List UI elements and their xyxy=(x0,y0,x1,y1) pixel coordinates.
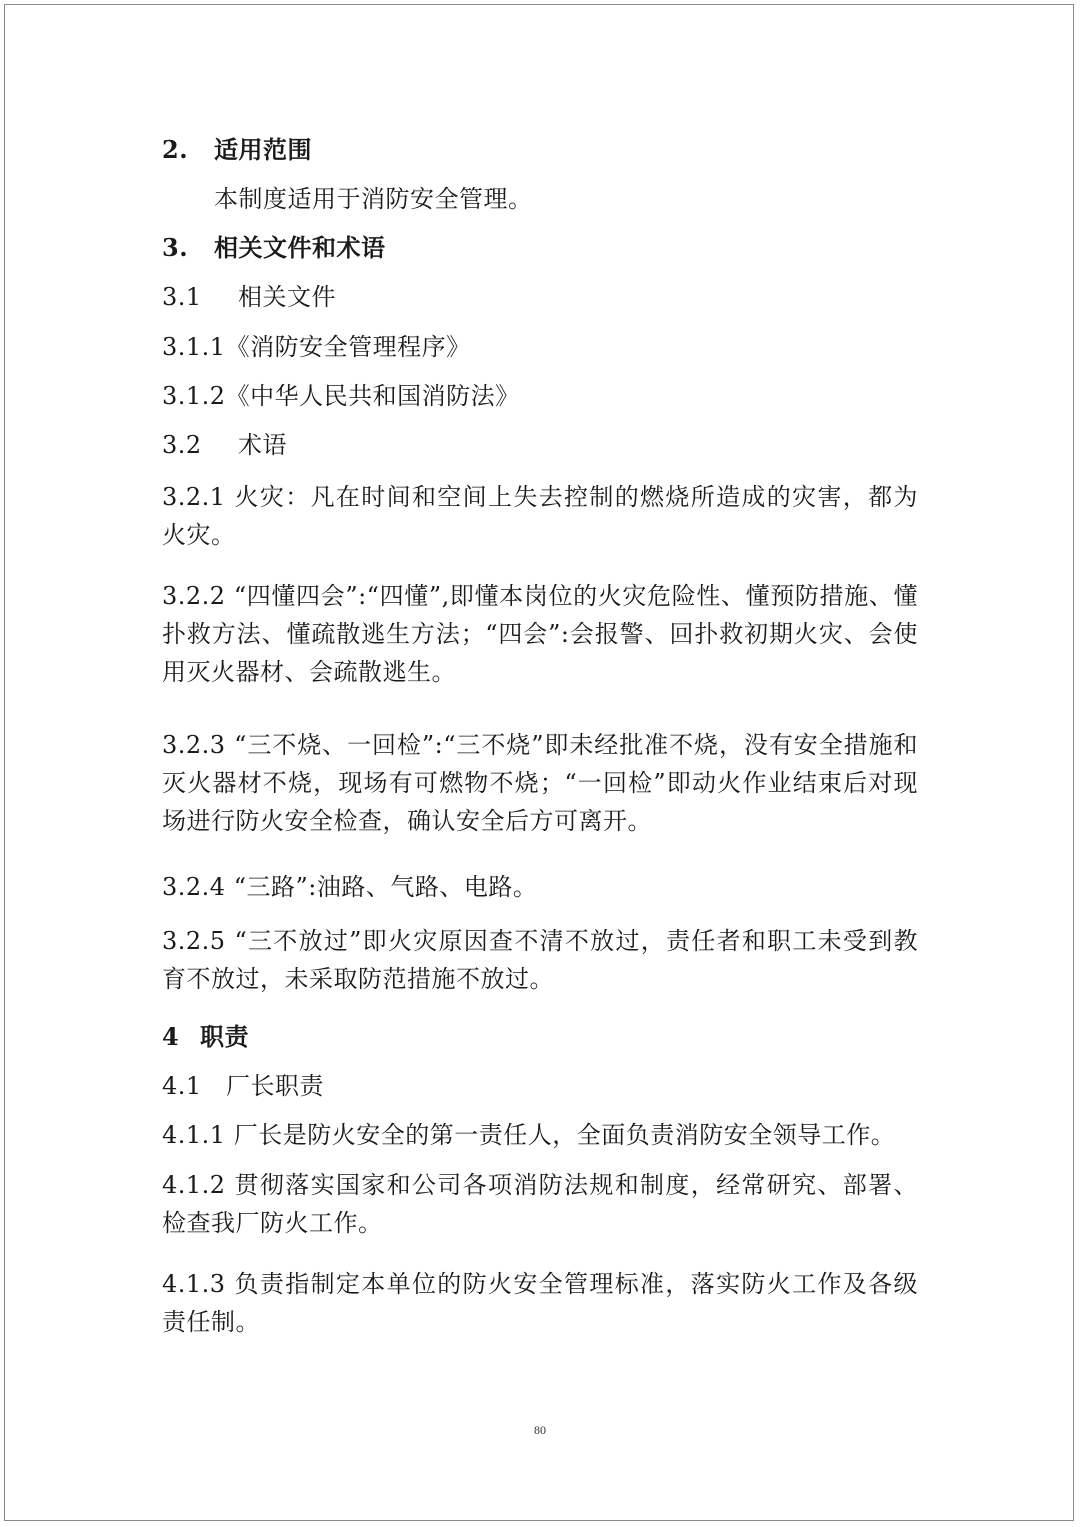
subsection-heading-3-2 xyxy=(162,426,922,464)
section-heading-4 xyxy=(162,1018,922,1056)
term-3-2-4: 3.2.4 “三路”:油路、气路、电路。 xyxy=(162,873,538,901)
duty-4-1-3: 4.1.3 负责指制定本单位的防火安全管理标准，落实防火工作及各级责任制。 xyxy=(162,1270,918,1336)
list-item-3-1-1: 3.1.1《消防安全管理程序》 xyxy=(162,333,471,361)
section-title: 厂长职责 xyxy=(226,1072,324,1100)
section-title: 相关文件和术语 xyxy=(214,233,386,262)
duty-4-1-1: 4.1.1 厂长是防火安全的第一责任人，全面负责消防安全领导工作。 xyxy=(162,1121,896,1149)
list-item-3-1-2: 3.1.2《中华人民共和国消防法》 xyxy=(162,382,520,410)
term-3-2-2: 3.2.2 “四懂四会”:“四懂”,即懂本岗位的火灾危险性、懂预防措施、懂扑救方法、懂疏散逃生方法；“四会”:会报警、回扑救初期火灾、会使用灭火器材、会疏散逃生。 xyxy=(162,582,918,686)
page-number: 80 xyxy=(534,1423,546,1437)
section-number: 4 xyxy=(162,1022,180,1051)
section-number: 4.1 xyxy=(162,1072,202,1100)
section-heading-3 xyxy=(162,229,922,267)
section-number: 3.2 xyxy=(162,431,202,459)
subsection-heading-3-1 xyxy=(162,278,922,316)
section-number: 3.1 xyxy=(162,283,202,311)
section-number: 3. xyxy=(162,233,189,262)
section-title: 术语 xyxy=(238,431,287,459)
section-title: 职责 xyxy=(200,1022,249,1051)
section-number: 2. xyxy=(162,135,189,164)
paragraph-scope: 本制度适用于消防安全管理。 xyxy=(214,185,533,213)
term-3-2-5: 3.2.5 “三不放过”即火灾原因查不清不放过，责任者和职工未受到教育不放过，未采取防范措施不放过。 xyxy=(162,927,918,993)
section-title: 适用范围 xyxy=(214,135,312,164)
section-title: 相关文件 xyxy=(238,283,336,311)
term-3-2-1: 3.2.1 火灾：凡在时间和空间上失去控制的燃烧所造成的灾害，都为火灾。 xyxy=(162,483,918,549)
section-heading-2 xyxy=(162,131,922,169)
subsection-heading-4-1 xyxy=(162,1067,922,1105)
term-3-2-3: 3.2.3 “三不烧、一回检”:“三不烧”即未经批准不烧，没有安全措施和灭火器材不烧，现场有可燃物不烧；“一回检”即动火作业结束后对现场进行防火安全检查，确认安全后方可离开。 xyxy=(162,731,918,835)
duty-4-1-2: 4.1.2 贯彻落实国家和公司各项消防法规和制度，经常研究、部署、检查我厂防火工作。 xyxy=(162,1171,918,1237)
